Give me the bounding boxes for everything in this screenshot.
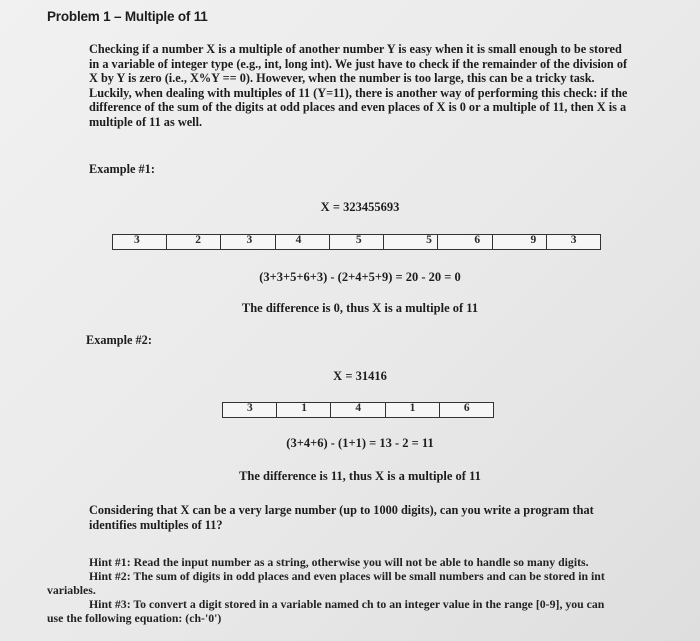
question-line: identifies multiples of 11? (89, 517, 223, 532)
digit-cell (223, 403, 277, 417)
example1-label: Example #1: (89, 162, 155, 176)
hint-3: Hint #3: To convert a digit stored in a variable named ch to an integer value in the range [0-9], you can (89, 597, 605, 611)
digit-cell (113, 235, 167, 249)
example1-equation: (3+3+5+6+3) - (2+4+5+9) = 20 - 20 = 0 (259, 270, 461, 284)
digit-cell (384, 235, 438, 249)
example1-conclusion: The difference is 0, thus X is a multiple of 11 (241, 301, 479, 315)
hint-3-continued: use the following equation: (ch-'0') (47, 611, 222, 625)
digit: 3 (570, 234, 577, 246)
digit-cell (493, 235, 547, 249)
digit-cell (438, 235, 492, 249)
digit-cell (330, 235, 384, 249)
intro-paragraph (89, 42, 669, 129)
intro-line: Luckily, when dealing with multiples of 11 (Y=11), there is another way of performing this check: if the (89, 85, 628, 100)
hint-2-continued: variables. (47, 583, 96, 597)
example2-label: Example #2: (86, 333, 152, 347)
example2-conclusion: The difference is 11, thus X is a multiple of 11 (239, 469, 481, 483)
digit: 2 (195, 234, 201, 246)
digit-cell (440, 403, 493, 417)
example1-digit-strip (112, 234, 601, 250)
digit: 4 (355, 402, 362, 414)
question-line: Considering that X can be a very large number (up to 1000 digits), can you write a program that (89, 503, 594, 517)
intro-line: Checking if a number X is a multiple of another number Y is easy when it is small enough to be stored (89, 42, 622, 56)
example2-number: X = 31416 (333, 369, 387, 383)
digit: 3 (247, 402, 253, 414)
intro-line: in a variable of integer type (e.g., int, long int). We just have to check if the remainder of the division of (89, 56, 628, 71)
question-paragraph (89, 503, 679, 532)
digit: 3 (134, 234, 140, 246)
digit: 9 (530, 234, 537, 246)
digit-cell (331, 403, 385, 417)
digit: 6 (474, 234, 481, 246)
digit-cell (221, 235, 275, 249)
digit: 5 (426, 234, 432, 246)
digit-cell (547, 235, 600, 249)
hint-2: Hint #2: The sum of digits in odd places and even places will be small numbers and can be stored in int (89, 569, 605, 583)
intro-line: multiple of 11 as well. (89, 114, 203, 129)
example2-equation: (3+4+6) - (1+1) = 13 - 2 = 11 (286, 436, 434, 450)
example1-number: X = 323455693 (320, 200, 400, 214)
digit: 1 (301, 402, 307, 414)
example2-digit-strip (222, 402, 494, 418)
digit: 4 (295, 234, 302, 246)
digit-cell (277, 403, 331, 417)
digit: 5 (355, 234, 362, 246)
digit-cell (276, 235, 330, 249)
digit: 6 (463, 402, 470, 414)
digit-cell (386, 403, 440, 417)
problem-title: Problem 1 – Multiple of 11 (47, 9, 208, 24)
digit: 1 (409, 402, 416, 414)
hint-1: Hint #1: Read the input number as a string, otherwise you will not be able to handle so many digits. (89, 555, 589, 569)
intro-line: X by Y is zero (i.e., X%Y == 0). However, when the number is too large, this can be a tricky task. (89, 71, 595, 85)
digit: 3 (246, 234, 253, 246)
digit-cell (167, 235, 221, 249)
intro-line: difference of the sum of the digits at odd places and even places of X is 0 or a multiple of 11, then X is a (89, 100, 627, 114)
